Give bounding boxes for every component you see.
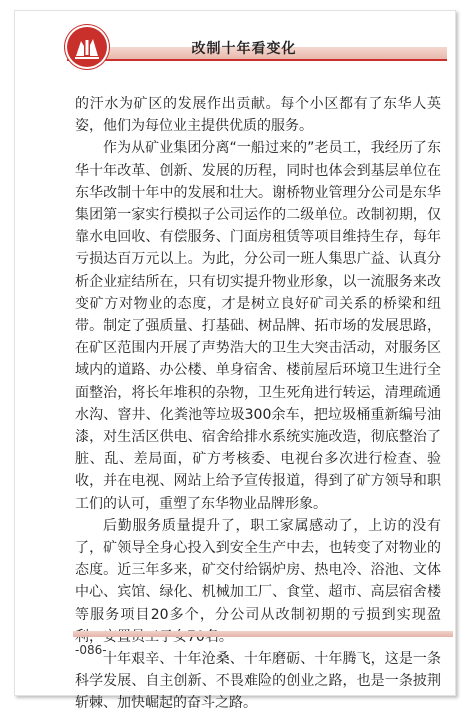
body-text <box>75 93 441 715</box>
paragraph: 十年艰辛、十年沧桑、十年磨砺、十年腾飞，这是一条科学发展、自主创新、不畏难险的创业之路，也是一条披荆斩棘、加快崛起的奋斗之路。 <box>75 651 441 712</box>
book-page <box>14 10 456 712</box>
paragraph: 后勤服务质量提升了，职工家属感动了，上访的没有了，矿领导全身心投入到安全生产中去，也转变了对物业的态度。近三年多来，矿交付给锅炉房、热电冷、浴池、文体中心、宾馆、绿化、机械加工厂、食堂、超市、高层宿舍楼等服务项目20多个，分公司从改制初期的亏损到实现盈 <box>75 517 441 623</box>
footer-rule <box>73 631 453 637</box>
paragraph: 的汗水为矿区的发展作出贡献。每个小区都有了东华人英姿，他们为每位业主提供优质的服务。 <box>75 96 441 135</box>
page-header <box>15 11 455 71</box>
page-number: -086- <box>75 643 107 657</box>
company-logo-icon <box>67 27 107 67</box>
page-title: 改制十年看变化 <box>191 41 297 57</box>
paragraph: 作为从矿业集团分离“一船过来的”老员工，我经历了东华十年改革、创新、发展的历程，同时也体会到基层单位在东华改制十年中的发展和壮大。谢桥物业管理分公司是东华集团第一家实行模拟子公司运作的二级单位。改制初期，仅靠水电回收、有偿服务、门面房租赁等项目维持生存，每年亏损达百万元以上。为此，分公司一班人集思广益、认真分析企业症结所在，只有切实提升物业形象，以一流服务来改变矿方对物业的态度，才是树立良好矿司关系的桥梁和纽带。制定了强质量、打基础、树品牌、拓市场的发展思路，在矿区范围内开展了声势浩大的卫生大突击活动，对服务区域内的道路、办公楼、单身宿舍、楼前屋后环境卫生进行全面整治，将长年堆积的杂物，卫生死角进行转运，清理疏通水沟、窨井、化粪池等垃圾300余车，把垃圾桶重新编号油漆，对生活区供电、宿舍给排水系统实施改造，彻底整治了脏、乱、差局面，矿方考核委、电视台多次进行检查、验收，并在电视、网站上给予宣传报道，得到了矿方领导和职工们的认可，重塑了东华物业品牌形象。 <box>75 140 441 512</box>
